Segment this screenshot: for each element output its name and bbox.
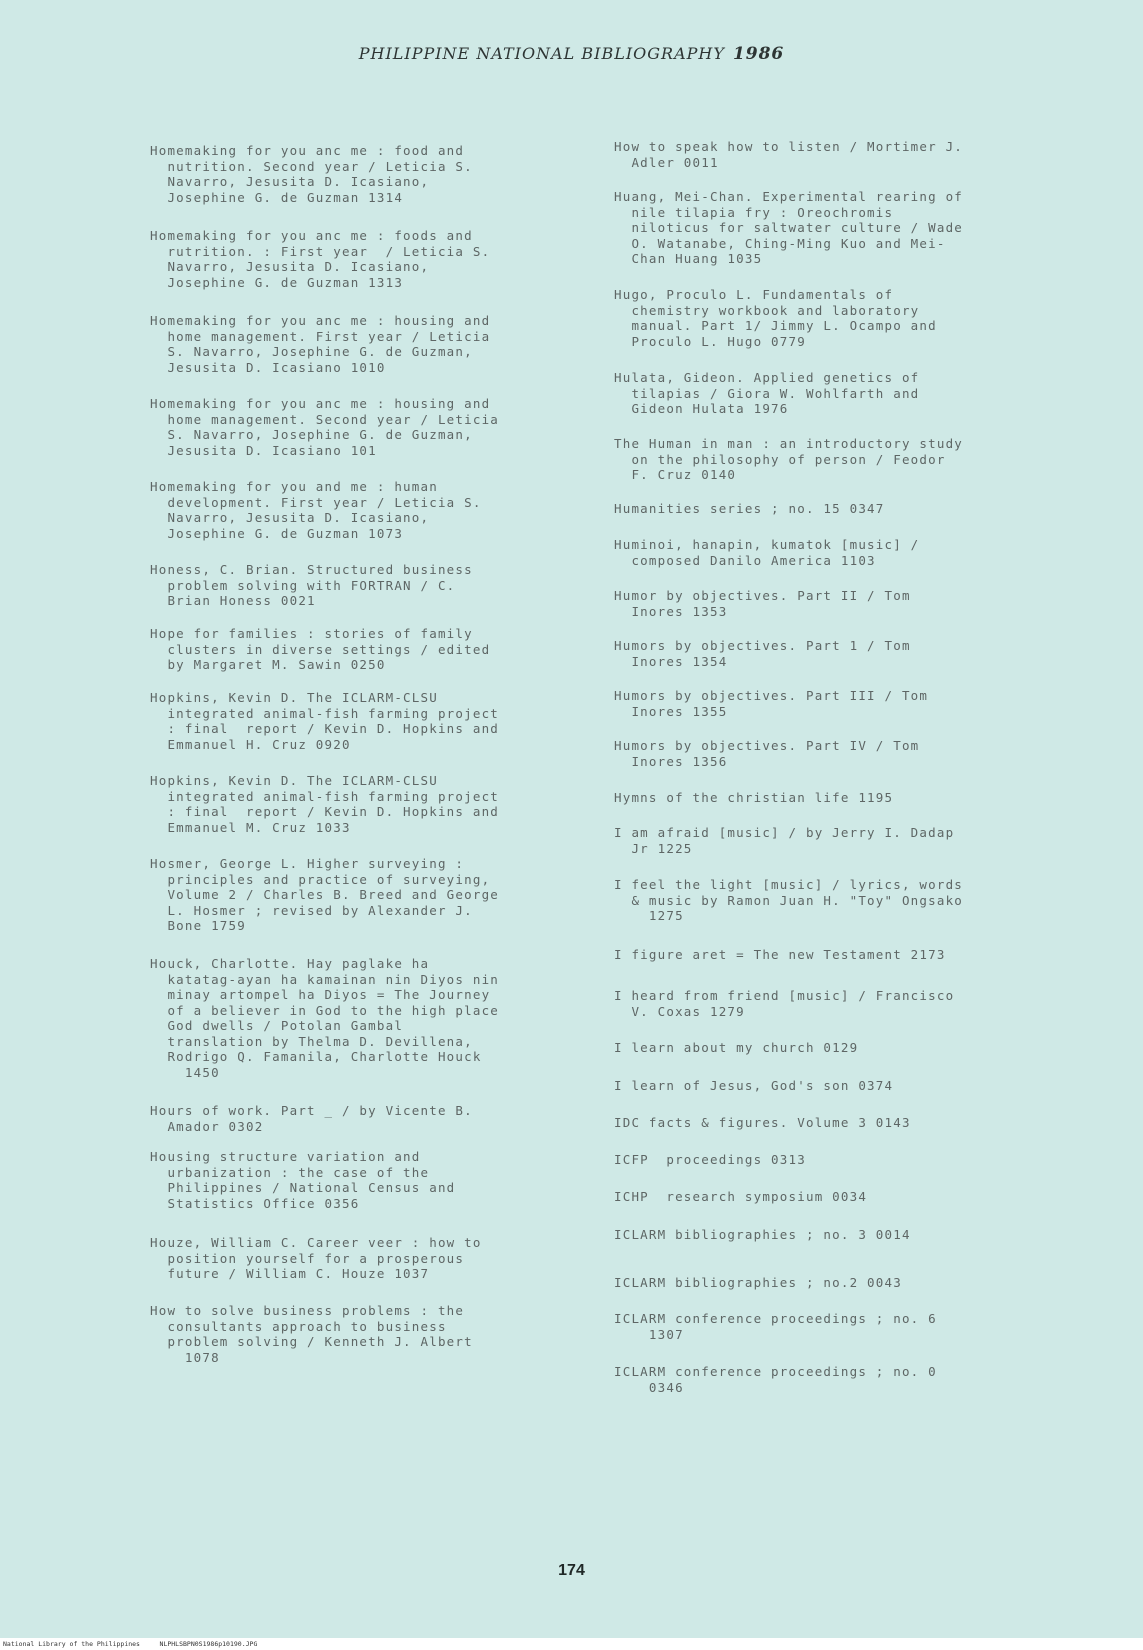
bib-entry: Housing structure variation and urbanization : the case of the Philippines / National Census and Statistics Office 0356 <box>150 1149 456 1211</box>
bib-entry: I am afraid [music] / by Jerry I. Dadap Jr 1225 <box>614 825 955 856</box>
page-header <box>0 44 1143 64</box>
bib-entry: Hopkins, Kevin D. The ICLARM-CLSU integrated animal-fish farming project : final report / Kevin D. Hopkins and Emmanuel H. Cruz 0920 <box>150 690 500 752</box>
bib-entry: I figure aret = The new Testament 2173 <box>614 947 946 962</box>
bib-entry: Hugo, Proculo L. Fundamentals of chemistry workbook and laboratory manual. Part 1/ Jimmy L. Ocampo and Proculo L. Hugo 0779 <box>614 287 937 349</box>
page-header-year: 1986 <box>732 44 785 64</box>
bib-entry: Homemaking for you anc me : foods and rutrition. : First year / Leticia S. Navarro, Jesusita D. Icasiano, Josephine G. de Guzman 1313 <box>150 228 491 290</box>
bib-entry: Houck, Charlotte. Hay paglake ha katatag-ayan ha kamainan nin Diyos nin minay artompel ha Diyos = The Journey of a believer in God to the high place God dwells / Potolan Gambal translation by Thelma D. Devillena, Rodrigo Q. Famanila, Charlotte Houck 1450 <box>150 956 500 1080</box>
bib-entry: Hope for families : stories of family clusters in diverse settings / edited by Margaret M. Sawin 0250 <box>150 626 491 672</box>
bib-entry: The Human in man : an introductory study on the philosophy of person / Feodor F. Cruz 0140 <box>614 436 964 482</box>
bib-entry: ICLARM bibliographies ; no.2 0043 <box>614 1275 902 1290</box>
bib-entry: I learn of Jesus, God's son 0374 <box>614 1078 894 1093</box>
scan-footer: National Library of the Philippines NLPHLSBPN0S1986p10190.JPG <box>0 1638 1143 1650</box>
bib-entry: How to solve business problems : the consultants approach to business problem solving / Kenneth J. Albert 1078 <box>150 1303 473 1365</box>
bib-entry: Houze, William C. Career veer : how to position yourself for a prosperous future / William C. Houze 1037 <box>150 1235 482 1281</box>
bib-entry: I learn about my church 0129 <box>614 1040 859 1055</box>
page-header-title: PHILIPPINE NATIONAL BIBLIOGRAPHY <box>358 44 725 63</box>
bib-entry: Humors by objectives. Part IV / Tom Inores 1356 <box>614 738 920 769</box>
bib-entry: Honess, C. Brian. Structured business problem solving with FORTRAN / C. Brian Honess 0021 <box>150 562 473 608</box>
bib-entry: Humors by objectives. Part 1 / Tom Inores 1354 <box>614 638 911 669</box>
bib-entry: I feel the light [music] / lyrics, words & music by Ramon Juan H. "Toy" Ongsako 1275 <box>614 877 964 923</box>
bib-entry: I heard from friend [music] / Francisco V. Coxas 1279 <box>614 988 955 1019</box>
bib-entry: Hymns of the christian life 1195 <box>614 790 894 805</box>
bib-entry: Homemaking for you and me : human development. First year / Leticia S. Navarro, Jesusita D. Icasiano, Josephine G. de Guzman 1073 <box>150 479 482 541</box>
bib-entry: ICLARM conference proceedings ; no. 6 1307 <box>614 1311 937 1342</box>
bib-entry: Humanities series ; no. 15 0347 <box>614 501 885 516</box>
bib-entry: Hopkins, Kevin D. The ICLARM-CLSU integrated animal-fish farming project : final report / Kevin D. Hopkins and Emmanuel M. Cruz 1033 <box>150 773 500 835</box>
bib-entry: ICLARM conference proceedings ; no. 0 0346 <box>614 1364 937 1395</box>
bib-entry: Hulata, Gideon. Applied genetics of tilapias / Giora W. Wohlfarth and Gideon Hulata 1976 <box>614 370 920 416</box>
bib-entry: ICFP proceedings 0313 <box>614 1152 806 1167</box>
bib-entry: ICHP research symposium 0034 <box>614 1189 868 1204</box>
page-number: 174 <box>558 1562 585 1579</box>
bib-entry: Huang, Mei-Chan. Experimental rearing of nile tilapia fry : Oreochromis niloticus for saltwater culture / Wade O. Watanabe, Ching-Ming Kuo and Mei- Chan Huang 1035 <box>614 189 964 266</box>
bib-entry: Humor by objectives. Part II / Tom Inores 1353 <box>614 588 911 619</box>
bib-entry: Homemaking for you anc me : food and nutrition. Second year / Leticia S. Navarro, Jesusita D. Icasiano, Josephine G. de Guzman 1314 <box>150 143 473 205</box>
bib-entry: Hosmer, George L. Higher surveying : principles and practice of surveying, Volume 2 / Charles B. Breed and George L. Hosmer ; revised by Alexander J. Bone 1759 <box>150 856 500 933</box>
bib-entry: Huminoi, hanapin, kumatok [music] / composed Danilo America 1103 <box>614 537 920 568</box>
bib-entry: Hours of work. Part _ / by Vicente B. Amador 0302 <box>150 1103 473 1134</box>
bib-entry: Humors by objectives. Part III / Tom Inores 1355 <box>614 688 929 719</box>
bib-entry: IDC facts & figures. Volume 3 0143 <box>614 1115 911 1130</box>
bib-entry: Homemaking for you anc me : housing and home management. Second year / Leticia S. Navarro, Josephine G. de Guzman, Jesusita D. Icasiano 101 <box>150 396 500 458</box>
bib-entry: How to speak how to listen / Mortimer J. Adler 0011 <box>614 139 964 170</box>
bib-entry: ICLARM bibliographies ; no. 3 0014 <box>614 1227 911 1242</box>
bib-entry: Homemaking for you anc me : housing and home management. First year / Leticia S. Navarro, Josephine G. de Guzman, Jesusita D. Icasiano 1010 <box>150 313 491 375</box>
